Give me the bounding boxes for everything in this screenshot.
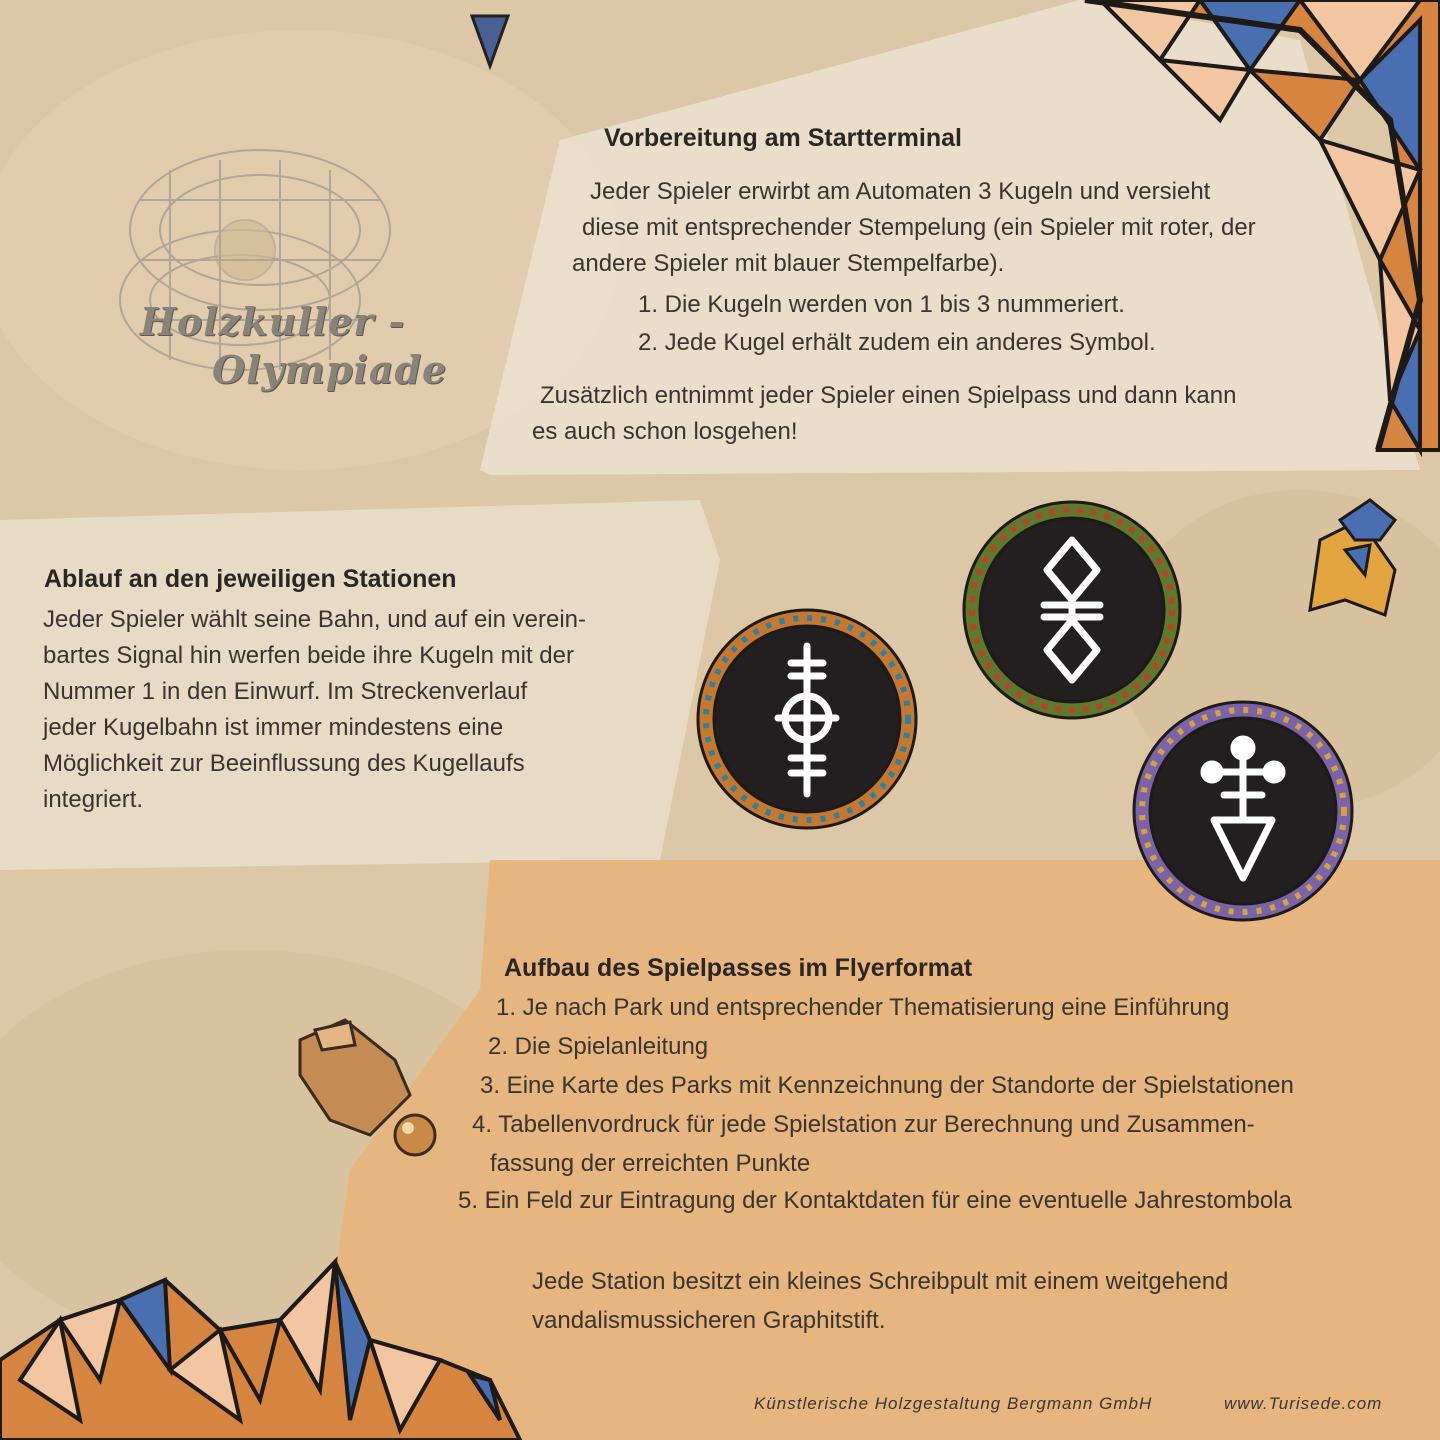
list-item: 2. Die Spielanleitung (488, 1033, 709, 1060)
preparation-line-1: Jeder Spieler erwirbt am Automaten 3 Kugeln und versieht (590, 178, 1211, 205)
list-item: 1. Je nach Park und entsprechender Thematisierung eine Einführung (496, 994, 1230, 1021)
footer-company: Künstlerische Holzgestaltung Bergmann GmbH (754, 1394, 1153, 1413)
list-item: 3. Eine Karte des Parks mit Kennzeichnung der Standorte der Spielstationen (480, 1072, 1294, 1099)
stations-line: jeder Kugelbahn ist immer mindestens eine (43, 714, 504, 741)
preparation-closing-line-2: es auch schon losgehen! (532, 418, 798, 445)
logo-title (140, 298, 447, 394)
stations-line: Jeder Spieler wählt seine Bahn, und auf ein verein- (43, 606, 586, 633)
preparation-heading: Vorbereitung am Startterminal (604, 124, 962, 152)
pass-closing-line-1: Jede Station besitzt ein kleines Schreibpult mit einem weitgehend (532, 1268, 1229, 1295)
stations-paragraph (43, 602, 586, 818)
pass-list (458, 988, 1294, 1220)
list-item: 2. Jede Kugel erhält zudem ein anderes Symbol. (638, 329, 1156, 356)
preparation-closing-line-1: Zusätzlich entnimmt jeder Spieler einen Spielpass und dann kann (540, 382, 1237, 409)
pass-heading: Aufbau des Spielpasses im Flyerformat (504, 954, 973, 982)
medallion-orange (696, 608, 918, 830)
medallion-purple (1132, 700, 1354, 922)
stations-line: Möglichkeit zur Beeinflussung des Kugellaufs (43, 750, 525, 777)
preparation-line-2: diese mit entsprechender Stempelung (ein Spieler mit roter, der (582, 214, 1256, 241)
list-item: 4. Tabellenvordruck für jede Spielstation zur Berechnung und Zusammen- (472, 1111, 1255, 1138)
preparation-closing (532, 378, 1236, 450)
stations-line: Nummer 1 in den Einwurf. Im Streckenverlauf (43, 678, 528, 705)
stations-heading: Ablauf an den jeweiligen Stationen (44, 565, 457, 593)
medallion-green (962, 500, 1182, 720)
footer-url-link[interactable]: www.Turisede.com (1224, 1394, 1383, 1413)
list-item: 5. Ein Feld zur Eintragung der Kontaktdaten für eine eventuelle Jahrestombola (458, 1187, 1292, 1214)
logo-title-line1: Holzkuller - (140, 299, 406, 344)
list-item-continuation: fassung der erreichten Punkte (490, 1150, 811, 1177)
preparation-list (638, 286, 1156, 362)
preparation-line-3: andere Spieler mit blauer Stempelfarbe). (572, 250, 1005, 277)
logo-title-line2: Olympiade (212, 347, 448, 392)
pass-closing-line-2: vandalismussicheren Graphitstift. (532, 1307, 886, 1334)
stations-line: bartes Signal hin werfen beide ihre Kugeln mit der (43, 642, 574, 669)
pass-closing (532, 1262, 1228, 1340)
stations-line: integriert. (43, 786, 144, 813)
preparation-paragraph (572, 174, 1256, 282)
list-item: 1. Die Kugeln werden von 1 bis 3 nummeriert. (638, 291, 1125, 318)
